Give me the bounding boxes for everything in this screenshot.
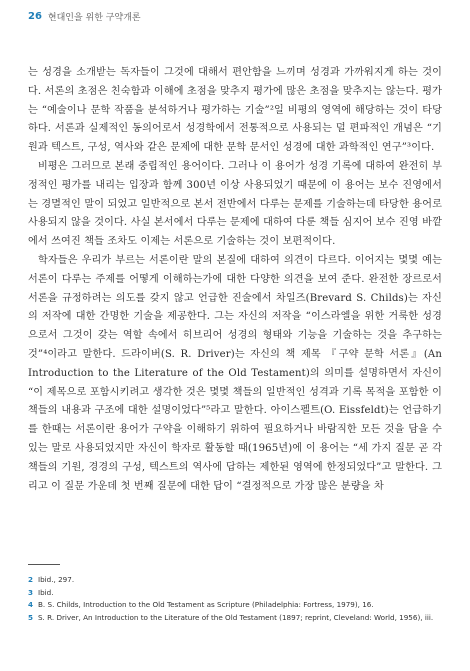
footnote-text: Ibid., 297. [38,575,75,584]
footnote [28,612,448,625]
footnote-text: S. R. Driver, An Introduction to the Literature of the Old Testament (1897; reprint, Cleveland: World, 1956), iii. [38,612,434,622]
page-number: 26 [28,10,42,22]
footnote-number: 2 [28,575,34,584]
body-text [28,64,442,496]
footnote-text: Ibid. [38,587,54,597]
footnote [28,574,448,587]
footnote [28,599,448,612]
running-title: 현대인을 위한 구약개론 [47,12,141,23]
footnote-number: 5 [28,612,34,622]
paragraph: 는 성경을 소개받는 독자들이 그것에 대해서 편안함을 느끼며 성경과 가까워지게 하는 것이다. 서론의 초점은 친숙함과 이해에 초점을 맞추지 평가에 많은 초점을 맞추지는 않는다. 평가는 “예술이나 문학 작품을 분석하거나 평가하는 기술”²일 비평의 영역에 해당하는 것이 타당하다. 서론과 실제적인 동의어로서 성경학에서 전통적으로 사용되는 덜 편파적인 개념은 “기원과 텍스트, 구성, 역사와 같은 문제에 대한 문학 문서인 성경에 대한 과학적인 연구”³이다. [28,67,442,154]
footnote [28,587,448,600]
footnote-text: B. S. Childs, Introduction to the Old Testament as Scripture (Philadelphia: Fortress, 1979), 16. [38,600,374,610]
footnote-divider [28,564,60,565]
footnote-number: 3 [28,587,34,597]
footnotes [28,574,448,624]
footnote-number: 4 [28,600,34,610]
paragraph: 비평은 그러므로 본래 중립적인 용어이다. 그러나 이 용어가 성경 기록에 대하여 완전히 부정적인 평가를 내리는 입장과 함께 300년 이상 사용되었기 때문에 이 용어는 보수 진영에서는 경멸적인 말이 되었고 일반적으로 본서 전반에서 다루는 문제를 기술하는데 타당한 용어로 사용되지 않을 것이다. 사실 본서에서 다루는 문제에 대하여 다룬 책들 심지어 보수 진영 바깥에서 쓰여진 책들 조차도 이제는 서론으로 기술하는 것이 보편적이다. [28,160,442,248]
running-header [28,8,141,24]
paragraph: 학자들은 우리가 부르는 서론이란 말의 본질에 대하여 의견이 다르다. 이어지는 몇몇 예는 서론이 다루는 주제를 어떻게 이해하는가에 대한 다양한 의견을 보여 준다. 완전한 장르로서 서론을 규정하려는 의도를 갖지 않고 언급한 진술에서 차일즈(Brevard S. Childs)는 자신의 저작에 대한 간명한 기술을 제공한다. 그는 자신의 저작을 “이스라엘을 위한 거룩한 성경으로서 그것이 갖는 역할 속에서 히브리어 성경의 형태와 기능을 기술하는 것을 추구하는 것”⁴이라고 말한다. 드라이버(S. R. Driver)는 자신의 책 제목 『구약 문학 서론』(An Introduction to the Literature of the Old Testament)의 의미를 설명하면서 자신이 “이 제목으로 포함시키려고 생각한 것은 몇몇 책들의 일반적인 성격과 기록 목적을 포함한 이 책들의 내용과 구조에 대한 설명이었다”⁵라고 말한다. 아이스펠트(O. Eissfeldt)는 언급하기를 한때는 서론이란 용어가 구약을 이해하기 위하여 필요하거나 바람직한 모든 것을 담을 수 있는 말로 사용되었지만 자신이 학자로 활동할 때(1965년)에 이 용어는 “세 가지 질문 곧 각 책들의 기원, 경경의 구성, 텍스트의 역사에 답하는 제한된 영역에 한정되었다”고 말한다. 그리고 이 질문 가운데 첫 번째 질문에 대한 답이 “결정적으로 가장 많은 분량을 차 [28,254,442,492]
